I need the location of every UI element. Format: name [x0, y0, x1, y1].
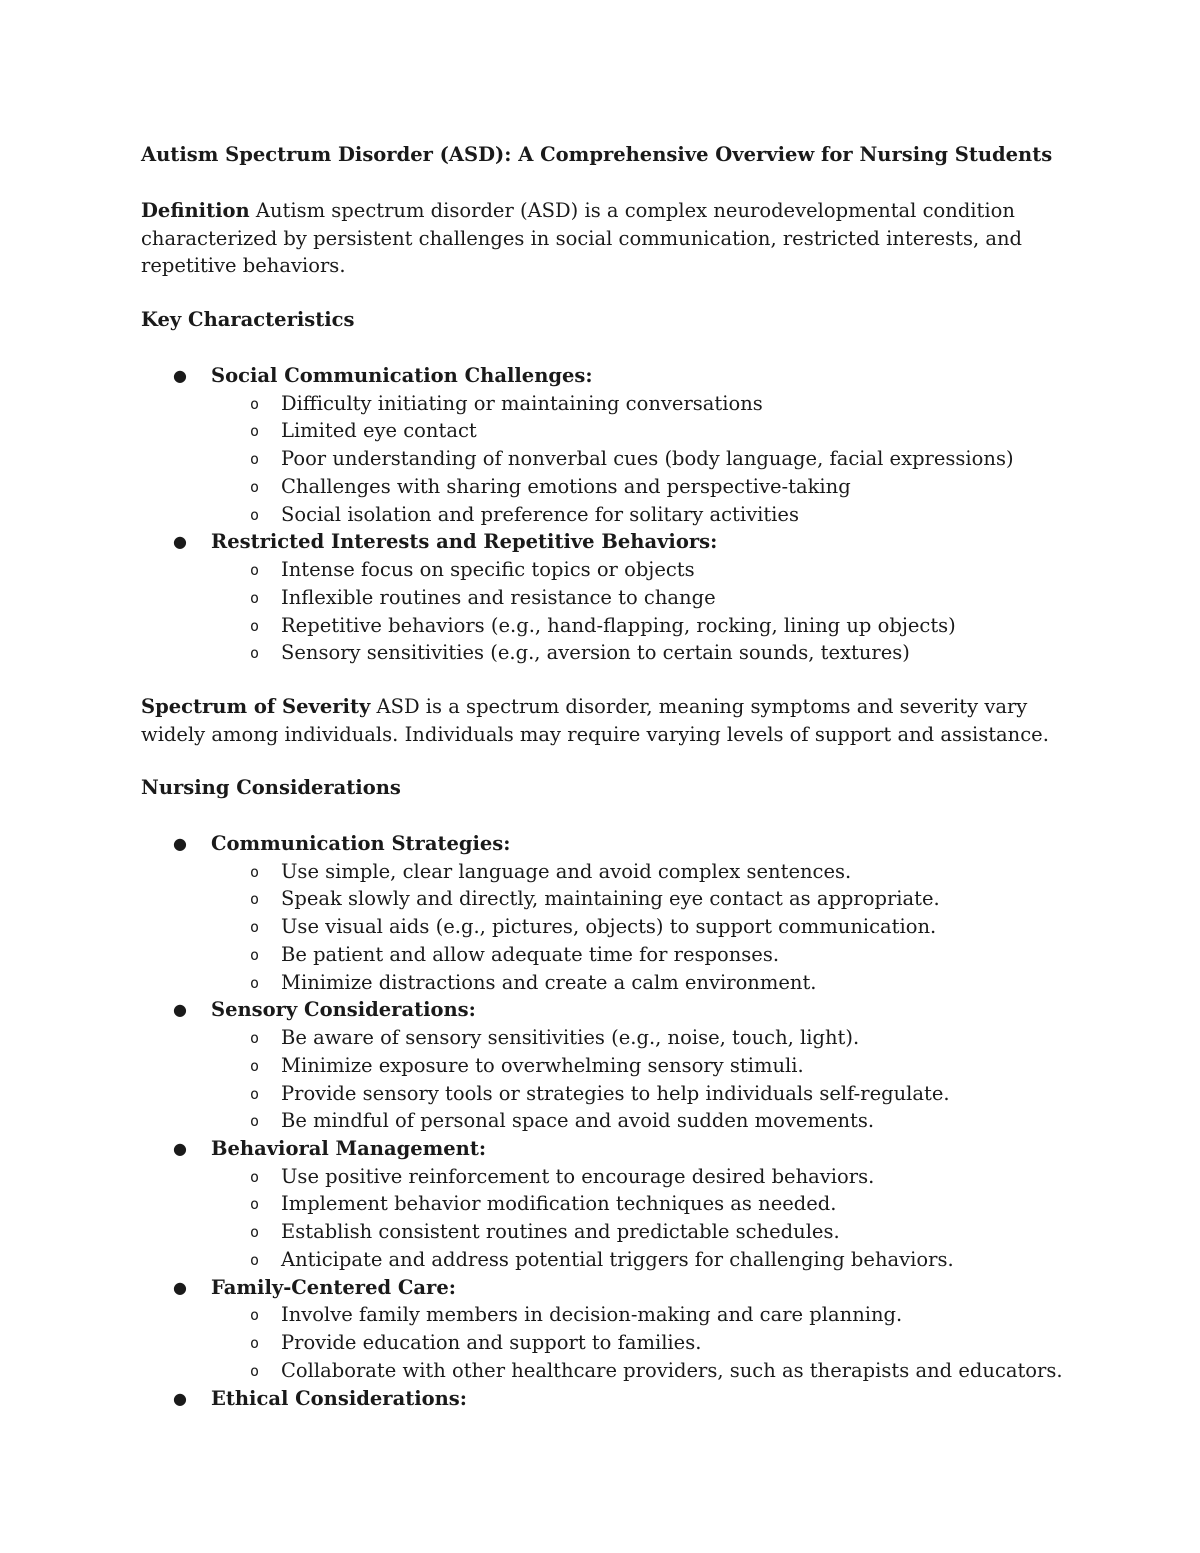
list-item-text: Provide education and support to families. [281, 1331, 702, 1355]
bullet-icon: ● [173, 1139, 187, 1159]
sub-list [141, 556, 1071, 667]
bullet-icon: ● [173, 532, 187, 552]
list-item-text: Collaborate with other healthcare providers, such as therapists and educators. [281, 1358, 1063, 1382]
list-item [141, 1301, 1071, 1329]
document-title: Autism Spectrum Disorder (ASD): A Comprehensive Overview for Nursing Students [141, 143, 1053, 166]
list-item [141, 913, 1071, 941]
circle-bullet-icon: o [250, 1056, 260, 1075]
bullet-icon: ● [173, 1388, 187, 1408]
nursing-considerations-heading: Nursing Considerations [141, 776, 401, 799]
list-item-text: Use simple, clear language and avoid complex sentences. [281, 859, 852, 883]
list-item-text: Be aware of sensory sensitivities (e.g., noise, touch, light). [281, 1025, 860, 1049]
circle-bullet-icon: o [250, 1084, 260, 1103]
list-item [141, 417, 1071, 445]
list-item [141, 1080, 1071, 1108]
sub-list [141, 1163, 1071, 1274]
list-item [141, 1190, 1071, 1218]
list-item [141, 858, 1071, 886]
definition-text: Autism spectrum disorder (ASD) is a complex neurodevelopmental condition characterized by persistent challenges in social communication, restricted interests, and repetitive behaviors. [141, 199, 1023, 277]
spectrum-label: Spectrum of Severity [141, 695, 371, 718]
list-item [141, 1107, 1071, 1135]
list-item [141, 501, 1071, 529]
list-item [141, 556, 1071, 584]
circle-bullet-icon: o [250, 1112, 260, 1131]
circle-bullet-icon: o [250, 973, 260, 992]
circle-bullet-icon: o [250, 1028, 260, 1047]
list-item-text: Use visual aids (e.g., pictures, objects) to support communication. [281, 915, 937, 939]
list-item-text: Challenges with sharing emotions and perspective-taking [281, 474, 851, 498]
list-item-text: Implement behavior modification techniques as needed. [281, 1192, 837, 1216]
sub-list [141, 390, 1071, 529]
definition-paragraph [141, 197, 1071, 280]
list-item [141, 445, 1071, 473]
list-section [141, 362, 1071, 528]
list-section [141, 1385, 1071, 1413]
list-item-text: Minimize distractions and create a calm environment. [281, 970, 817, 994]
list-item [141, 1218, 1071, 1246]
bullet-icon: ● [173, 366, 187, 385]
key-characteristics-heading: Key Characteristics [141, 308, 355, 331]
list-section [141, 1135, 1071, 1274]
circle-bullet-icon: o [250, 1361, 260, 1380]
list-item [141, 390, 1071, 418]
circle-bullet-icon: o [250, 616, 260, 635]
list-item [141, 639, 1071, 667]
sub-list [141, 1024, 1071, 1135]
section-label: Ethical Considerations: [211, 1386, 467, 1410]
section-label: Restricted Interests and Repetitive Behaviors: [211, 530, 718, 554]
section-label: Sensory Considerations: [211, 998, 476, 1022]
section-label: Communication Strategies: [211, 832, 511, 855]
circle-bullet-icon: o [250, 918, 260, 937]
spectrum-paragraph [141, 693, 1071, 748]
list-item-text: Poor understanding of nonverbal cues (body language, facial expressions) [281, 447, 1014, 471]
list-item-text: Repetitive behaviors (e.g., hand-flapping, rocking, lining up objects) [281, 613, 956, 637]
circle-bullet-icon: o [250, 1223, 260, 1242]
list-item [141, 1163, 1071, 1191]
section-label: Family-Centered Care: [211, 1275, 456, 1299]
list-item-text: Involve family members in decision-making and care planning. [281, 1303, 903, 1327]
list-item-text: Limited eye contact [281, 419, 477, 443]
list-item-text: Establish consistent routines and predictable schedules. [281, 1220, 840, 1244]
list-item-text: Speak slowly and directly, maintaining eye contact as appropriate. [281, 887, 940, 911]
sub-list [141, 1301, 1071, 1384]
circle-bullet-icon: o [250, 945, 260, 964]
spectrum-text: ASD is a spectrum disorder, meaning symptoms and severity vary widely among individuals. Individuals may require varying levels of support and assistance. [141, 695, 1049, 746]
bullet-icon: ● [173, 834, 187, 853]
list-item-text: Sensory sensitivities (e.g., aversion to certain sounds, textures) [281, 641, 910, 665]
circle-bullet-icon: o [250, 422, 260, 441]
bullet-icon: ● [173, 1277, 187, 1297]
circle-bullet-icon: o [250, 394, 260, 413]
circle-bullet-icon: o [250, 560, 260, 579]
circle-bullet-icon: o [250, 862, 260, 881]
circle-bullet-icon: o [250, 477, 260, 496]
list-item [141, 941, 1071, 969]
list-item [141, 1246, 1071, 1274]
list-item-text: Provide sensory tools or strategies to help individuals self-regulate. [281, 1081, 950, 1105]
circle-bullet-icon: o [250, 1334, 260, 1353]
list-section [141, 830, 1071, 996]
list-item [141, 473, 1071, 501]
definition-label: Definition [141, 199, 250, 222]
sub-list [141, 858, 1071, 997]
list-section [141, 528, 1071, 667]
list-item-text: Difficulty initiating or maintaining conversations [281, 391, 763, 415]
list-item-text: Be mindful of personal space and avoid sudden movements. [281, 1109, 875, 1133]
list-item-text: Intense focus on specific topics or objects [281, 557, 695, 581]
circle-bullet-icon: o [250, 1306, 260, 1325]
list-item-text: Inflexible routines and resistance to change [281, 585, 716, 609]
circle-bullet-icon: o [250, 1195, 260, 1214]
circle-bullet-icon: o [250, 505, 260, 524]
list-item [141, 1024, 1071, 1052]
circle-bullet-icon: o [250, 450, 260, 469]
list-item [141, 885, 1071, 913]
list-section [141, 996, 1071, 1135]
list-item [141, 1329, 1071, 1357]
circle-bullet-icon: o [250, 890, 260, 909]
circle-bullet-icon: o [250, 1251, 260, 1270]
list-item [141, 969, 1071, 997]
bullet-icon: ● [173, 1000, 187, 1020]
list-item-text: Be patient and allow adequate time for responses. [281, 942, 780, 966]
list-item [141, 1052, 1071, 1080]
key-characteristics-list [141, 362, 1071, 667]
list-item-text: Social isolation and preference for solitary activities [281, 502, 799, 526]
section-label: Behavioral Management: [211, 1137, 487, 1161]
circle-bullet-icon: o [250, 1167, 260, 1186]
list-section [141, 1274, 1071, 1385]
list-item [141, 584, 1071, 612]
section-label: Social Communication Challenges: [211, 364, 593, 387]
circle-bullet-icon: o [250, 588, 260, 607]
list-item [141, 612, 1071, 640]
circle-bullet-icon: o [250, 644, 260, 663]
list-item [141, 1357, 1071, 1385]
list-item-text: Anticipate and address potential triggers for challenging behaviors. [281, 1248, 954, 1272]
list-item-text: Minimize exposure to overwhelming sensory stimuli. [281, 1053, 804, 1077]
list-item-text: Use positive reinforcement to encourage desired behaviors. [281, 1164, 875, 1188]
nursing-considerations-list [141, 830, 1071, 1412]
